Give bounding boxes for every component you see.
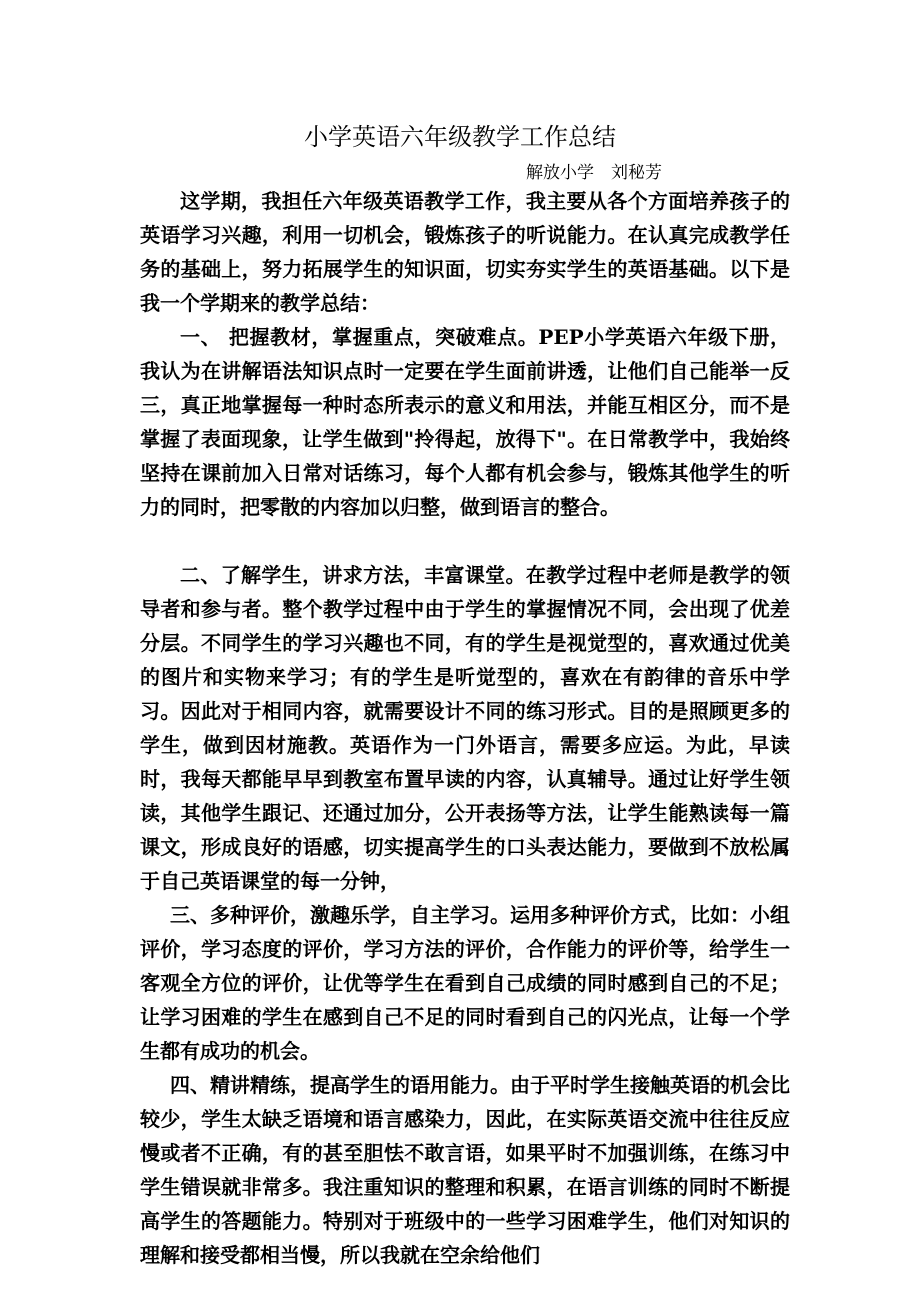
section-3-paragraph: 三、多种评价，激趣乐学，自主学习。运用多种评价方式，比如：小组评价，学习态度的评价，学习方法的评价，合作能力的评价等，给学生一客观全方位的评价，让优等学生在看到自己成绩的同时感到自己的不足；让学习困难的学生在感到自己不足的同时看到自己的闪光点，让每一个学生都有成功的机会。: [140, 903, 790, 1063]
document-body: [140, 184, 790, 1272]
section-4-paragraph: 四、精讲精练，提高学生的语用能力。由于平时学生接触英语的机会比较少，学生太缺乏语境和语言感染力，因此，在实际英语交流中往往反应慢或者不正确，有的甚至胆怯不敢言语，如果平时不加强训练，在练习中学生错误就非常多。我注重知识的整理和积累，在语言训练的同时不断提高学生的答题能力。特别对于班级中的一些学习困难学生，他们对知识的理解和接受都相当慢，所以我就在空余给他们: [140, 1073, 790, 1267]
author-line: 解放小学 刘秘芳: [526, 163, 662, 183]
section-2-paragraph: 二、了解学生，讲求方法，丰富课堂。在教学过程中老师是教学的领导者和参与者。整个教学过程中由于学生的掌握情况不同，会出现了优差分层。不同学生的学习兴趣也不同，有的学生是视觉型的，喜欢通过优美的图片和实物来学习；有的学生是听觉型的，喜欢在有韵律的音乐中学习。因此对于相同内容，就需要设计不同的练习形式。目的是照顾更多的学生，做到因材施教。英语作为一门外语言，需要多应运。为此，早读时，我每天都能早早到教室布置早读的内容，认真辅导。通过让好学生领读，其他学生跟记、还通过加分，公开表扬等方法，让学生能熟读每一篇课文，形成良好的语感，切实提高学生的口头表达能力，要做到不放松属于自己英语课堂的每一分钟，: [140, 563, 790, 893]
section-1-paragraph: 一、 把握教材，掌握重点，突破难点。PEP小学英语六年级下册，我认为在讲解语法知识点时一定要在学生面前讲透，让他们自己能举一反三，真正地掌握每一种时态所表示的意义和用法，并能互相区分，而不是掌握了表面现象，让学生做到"拎得起，放得下"。在日常教学中，我始终坚持在课前加入日常对话练习，每个人都有机会参与，锻炼其他学生的听力的同时，把零散的内容加以归整，做到语言的整合。: [140, 325, 790, 519]
document-title: 小学英语六年级教学工作总结: [304, 123, 616, 151]
intro-paragraph: 这学期，我担任六年级英语教学工作，我主要从各个方面培养孩子的英语学习兴趣，利用一切机会，锻炼孩子的听说能力。在认真完成教学任务的基础上，努力拓展学生的知识面，切实夯实学生的英语基础。以下是我一个学期来的教学总结：: [140, 189, 790, 315]
